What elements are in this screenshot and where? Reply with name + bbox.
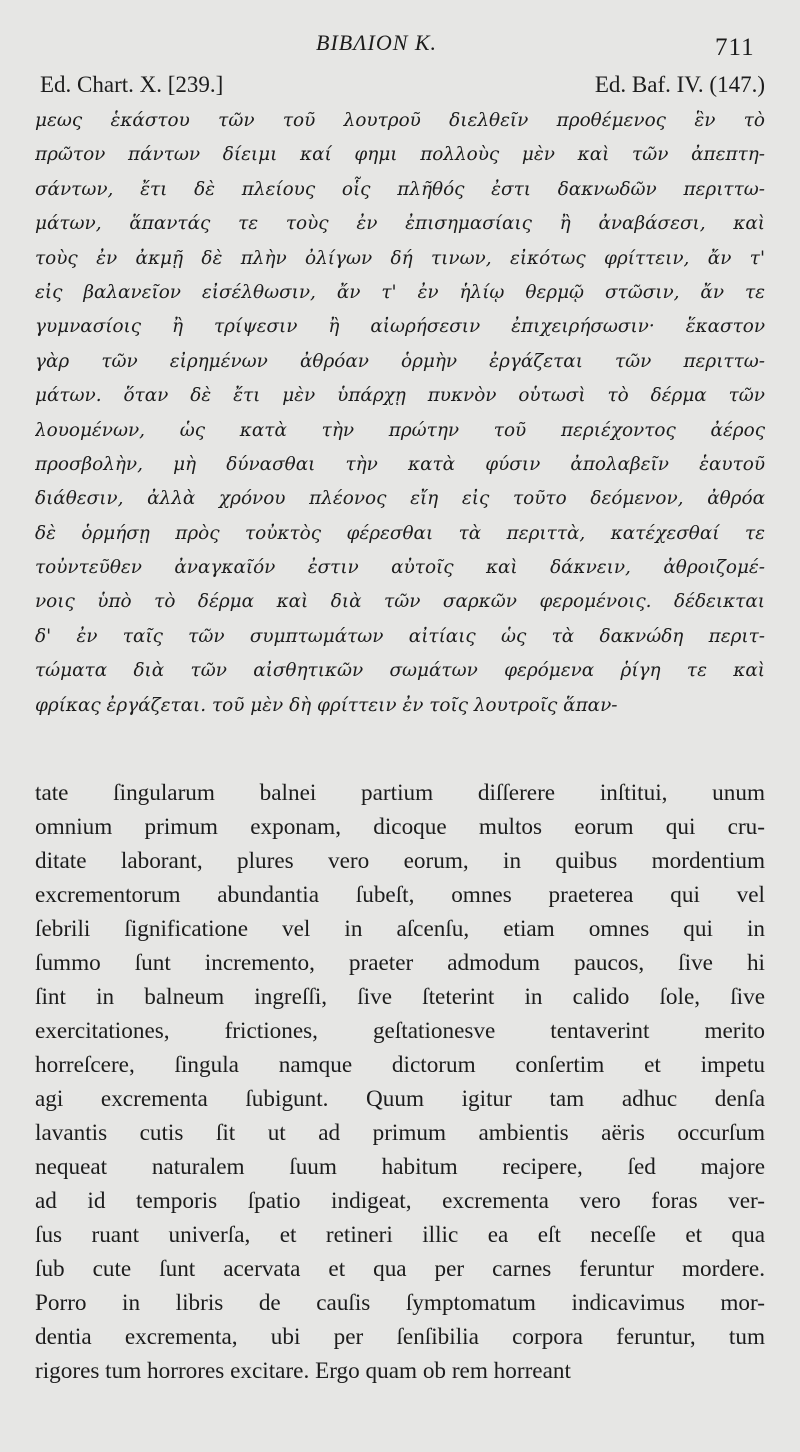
latin-text-line: ditate laborant, plures vero eorum, in quibus mordentium [35, 848, 765, 874]
latin-text-line: agi excrementa ſubigunt. Quum igitur tam adhuc denſa [35, 1086, 765, 1112]
running-head [0, 30, 800, 60]
latin-text-line: ſummo ſunt incremento, praeter admodum paucos, ſive hi [35, 950, 765, 976]
latin-text-line: lavantis cutis ſit ut ad primum ambientis aëris occurſum [35, 1120, 765, 1146]
latin-text-line: excrementorum abundantia ſubeſt, omnes praeterea qui vel [35, 882, 765, 908]
greek-text-line: μάτων. ὅταν δὲ ἔτι μὲν ὑπάρχῃ πυκνὸν οὑτωσὶ τὸ δέρμα τῶν [35, 385, 765, 407]
latin-text-line: ſebrili ſignificatione vel in aſcenſu, etiam omnes qui in [35, 916, 765, 942]
greek-text-line: γυμνασίοις ἢ τρίψεσιν ἢ αἰωρήσεσιν ἐπιχειρήσωσιν· ἕκαστον [35, 316, 765, 338]
greek-text-line: φρίκας ἐργάζεται. τοῦ μὲν δὴ φρίττειν ἐν τοῖς λουτροῖς ἅπαν- [35, 694, 618, 716]
greek-text-line: τοὺς ἐν ἀκμῇ δὲ πλὴν ὀλίγων δή τινων, εἰκότως φρίττειν, ἄν τ' [35, 247, 765, 269]
book-title: BIBΛION K. [316, 30, 438, 55]
greek-text-block [35, 104, 765, 723]
greek-text-line: λουομένων, ὡς κατὰ τὴν πρώτην τοῦ περιέχοντος ἀέρος [35, 419, 765, 441]
greek-text-line: προσβολὴν, μὴ δύνασθαι τὴν κατὰ φύσιν ἀπολαβεῖν ἑαυτοῦ [35, 453, 765, 475]
latin-text-line: rigores tum horrores excitare. Ergo quam ob rem horreant [35, 1358, 571, 1384]
greek-text-line: δὲ ὁρμήσῃ πρὸς τοὐκτὸς φέρεσθαι τὰ περιττὰ, κατέχεσθαί τε [35, 522, 765, 544]
latin-text-line: ad id temporis ſpatio indigeat, excrementa vero foras ver- [35, 1188, 765, 1214]
greek-text-line: τοὐντεῦθεν ἀναγκαῖόν ἐστιν αὐτοῖς καὶ δάκνειν, ἀθροιζομέ- [35, 557, 765, 579]
latin-text-line: horreſcere, ſingula namque dictorum conſertim et impetu [35, 1052, 765, 1078]
edition-chartier-reference: Ed. Chart. X. [239.] [40, 72, 224, 97]
edition-references [40, 72, 765, 102]
latin-text-line: exercitationes, frictiones, geſtationesve tentaverint merito [35, 1018, 765, 1044]
latin-text-line: Porro in libris de cauſis ſymptomatum indicavimus mor- [35, 1290, 765, 1316]
greek-text-line: σάντων, ἔτι δὲ πλείους οἷς πλῆθός ἐστι δακνωδῶν περιττω- [35, 178, 765, 200]
greek-text-line: μάτων, ἅπαντάς τε τοὺς ἐν ἐπισημασίαις ἢ ἀναβάσεσι, καὶ [35, 213, 765, 235]
latin-text-line: ſint in balneum ingreſſi, ſive ſteterint in calido ſole, ſive [35, 984, 765, 1010]
latin-text-line: ſus ruant univerſa, et retineri illic ea eſt neceſſe et qua [35, 1222, 765, 1248]
greek-text-line: εἰς βαλανεῖον εἰσέλθωσιν, ἄν τ' ἐν ἡλίῳ θερμῷ στῶσιν, ἄν τε [35, 281, 765, 303]
greek-text-line: διάθεσιν, ἀλλὰ χρόνου πλέονος εἴη εἰς τοῦτο δεόμενον, ἀθρόα [35, 488, 765, 510]
latin-text-line: omnium primum exponam, dicoque multos eorum qui cru- [35, 814, 765, 840]
greek-text-line: μεως ἑκάστου τῶν τοῦ λουτροῦ διελθεῖν προθέμενος ἓν τὸ [35, 110, 765, 131]
greek-text-line: νοις ὑπὸ τὸ δέρμα καὶ διὰ τῶν σαρκῶν φερομένοις. δέδεικται [35, 591, 765, 613]
latin-text-line: tate ſingularum balnei partium diſſerere inſtitui, unum [35, 780, 765, 806]
greek-text-line: τώματα διὰ τῶν αἰσθητικῶν σωμάτων φερόμενα ῥίγη τε καὶ [35, 660, 765, 682]
page-number: 711 [715, 34, 755, 61]
greek-text-line: πρῶτον πάντων δίειμι καί φημι πολλοὺς μὲν καὶ τῶν ἀπεπτη- [35, 144, 765, 166]
latin-text-line: dentia excrementa, ubi per ſenſibilia corpora feruntur, tum [35, 1324, 765, 1350]
greek-text-line: δ' ἐν ταῖς τῶν συμπτωμάτων αἰτίαις ὡς τὰ δακνώδη περιτ- [35, 625, 765, 647]
latin-text-line: ſub cute ſunt acervata et qua per carnes feruntur mordere. [35, 1256, 765, 1282]
latin-text-line: nequeat naturalem ſuum habitum recipere, ſed majore [35, 1154, 765, 1180]
greek-text-line: γὰρ τῶν εἰρημένων ἀθρόαν ὁρμὴν ἐργάζεται τῶν περιττω- [35, 350, 765, 372]
latin-text-block [35, 776, 765, 1388]
edition-basel-reference: Ed. Baf. IV. (147.) [594, 72, 765, 97]
